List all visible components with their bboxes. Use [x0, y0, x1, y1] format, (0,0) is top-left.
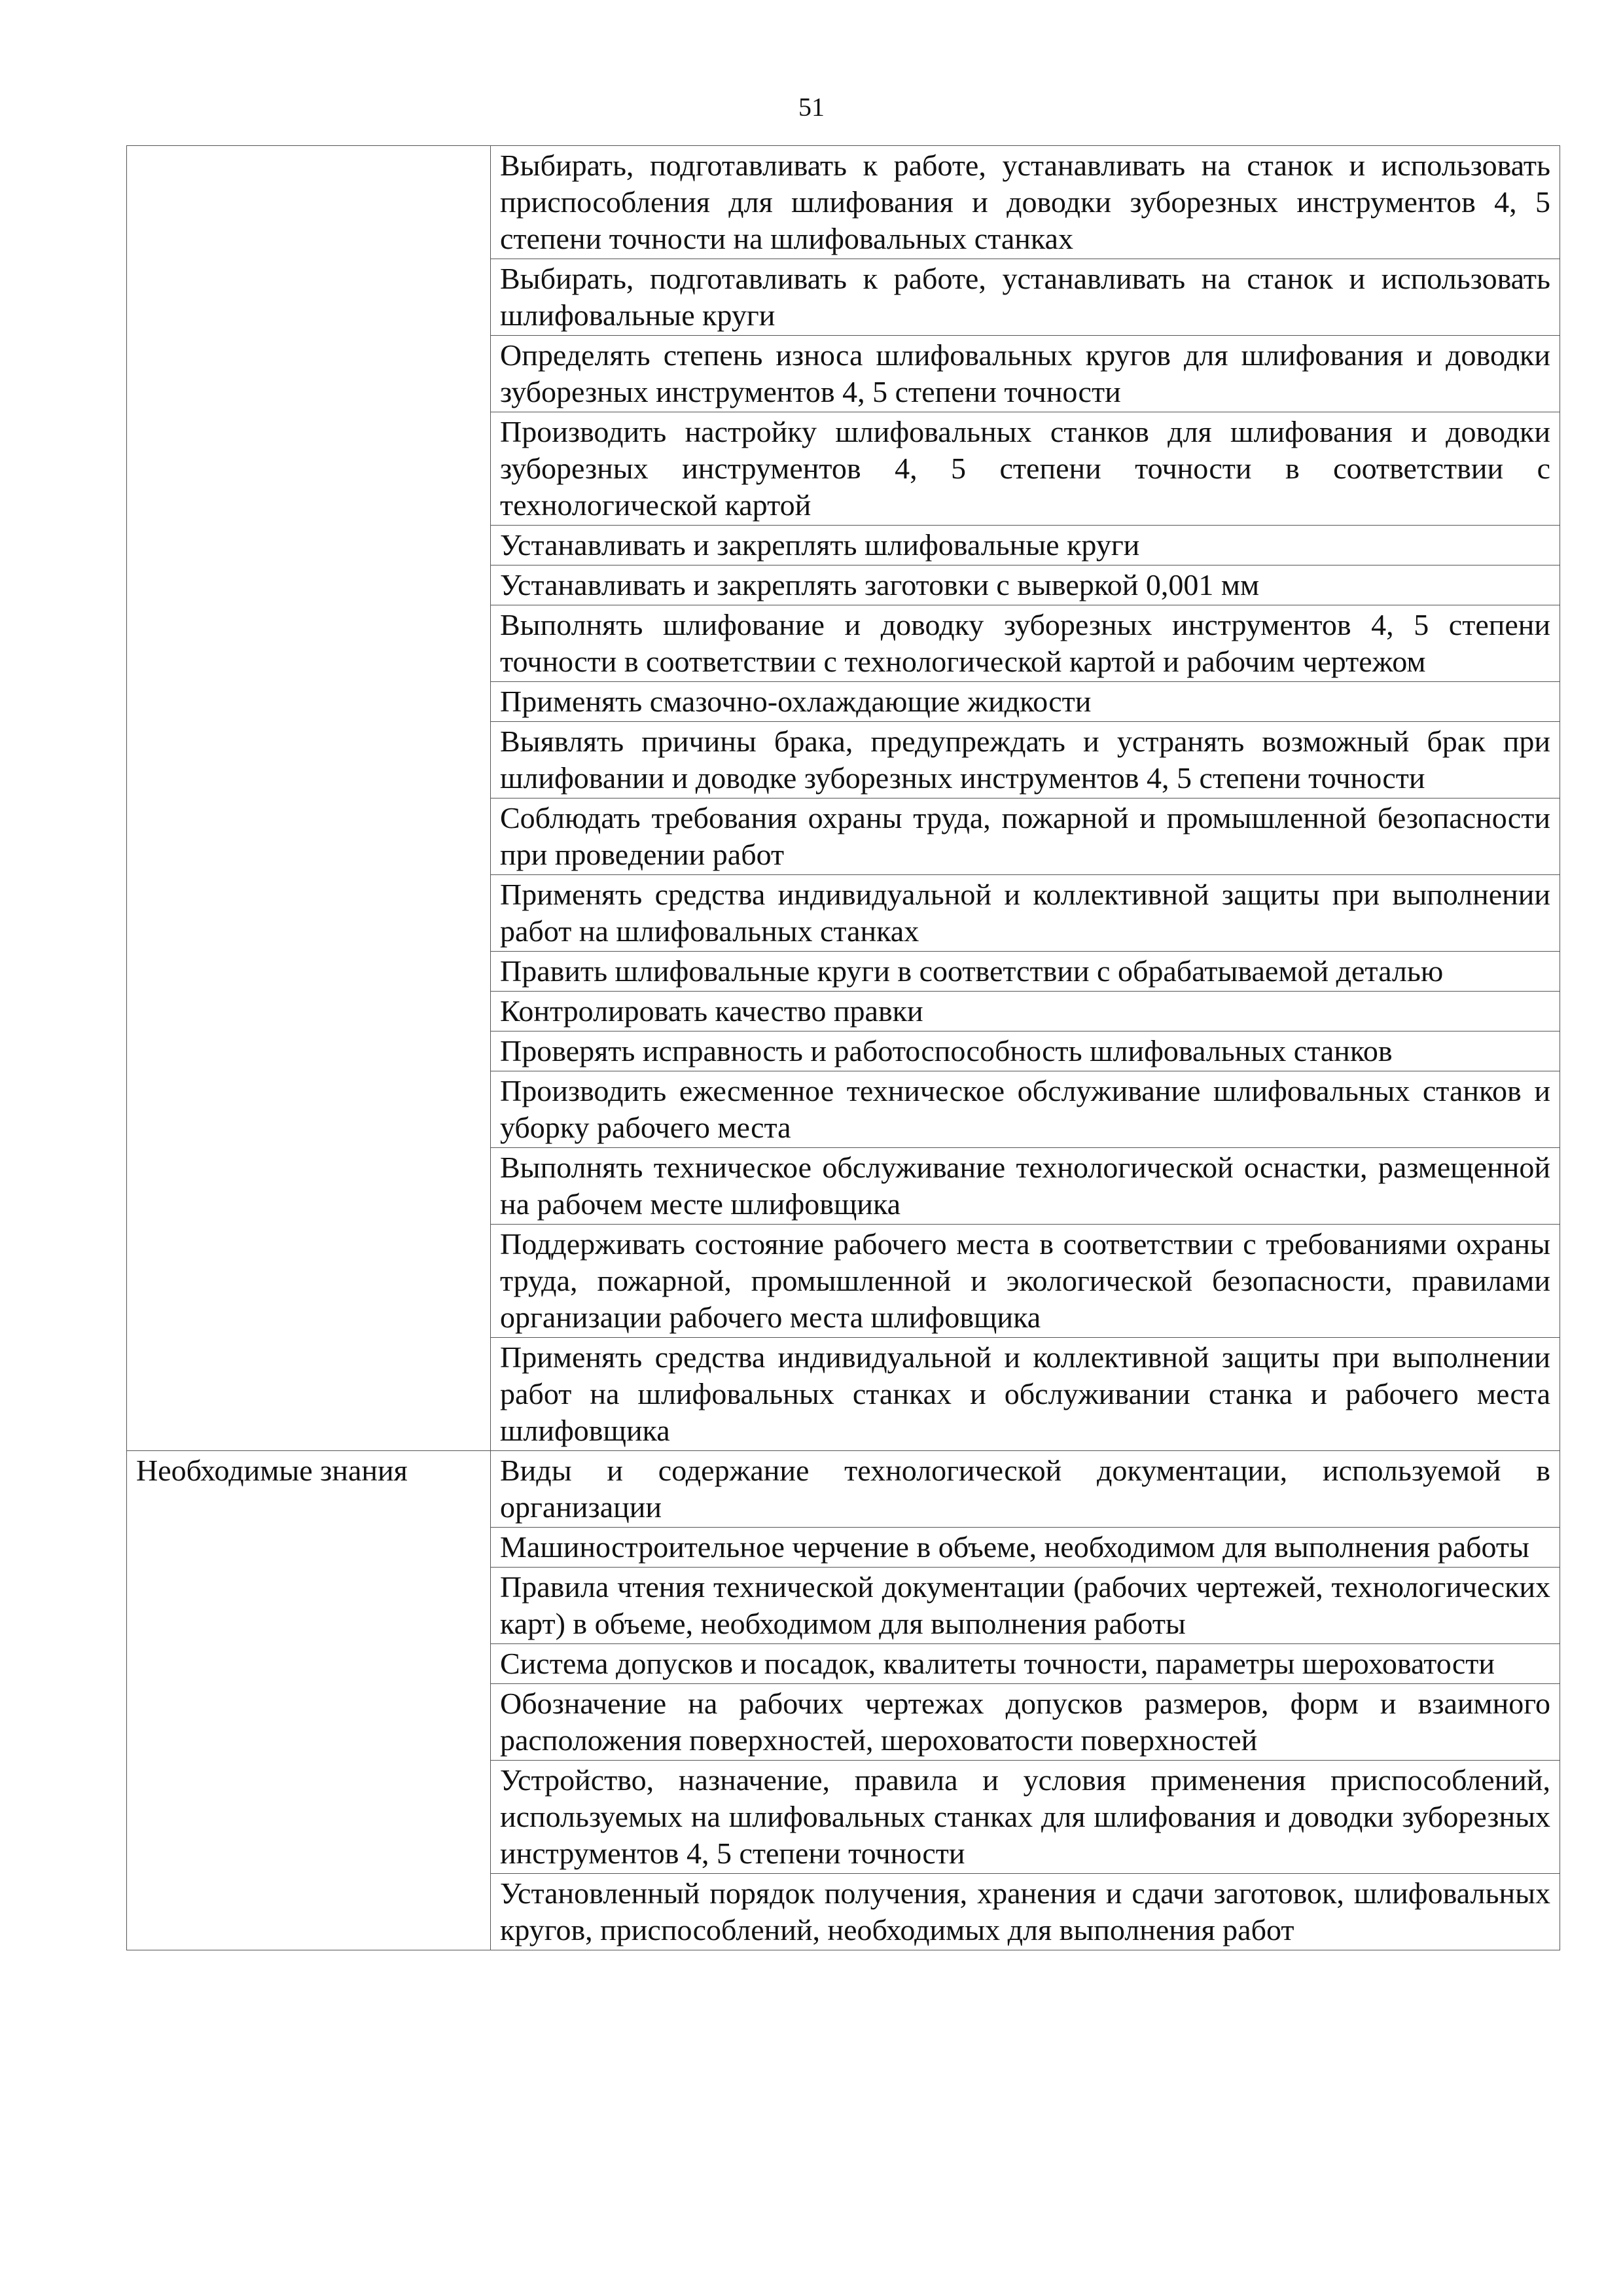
page-number: 51: [798, 92, 825, 122]
skill-item: Поддерживать состояние рабочего места в соответствии с требованиями охраны труда, пожарной, промышленной и экологической безопасности, правилами организации рабочего места шлифовщика: [491, 1225, 1560, 1338]
skill-item: Определять степень износа шлифовальных кругов для шлифования и доводки зуборезных инструментов 4, 5 степени точности: [491, 336, 1560, 412]
skill-item: Выполнять техническое обслуживание технологической оснастки, размещенной на рабочем месте шлифовщика: [491, 1148, 1560, 1225]
skill-item: Соблюдать требования охраны труда, пожарной и промышленной безопасности при проведении работ: [491, 798, 1560, 875]
skill-item: Применять средства индивидуальной и коллективной защиты при выполнении работ на шлифовальных станках: [491, 875, 1560, 952]
knowledge-item: Установленный порядок получения, хранения и сдачи заготовок, шлифовальных кругов, приспособлений, необходимых для выполнения работ: [491, 1874, 1560, 1950]
skills-label-cell: [127, 146, 491, 1451]
skill-item: Устанавливать и закреплять заготовки с выверкой 0,001 мм: [491, 565, 1560, 605]
knowledge-item: Устройство, назначение, правила и условия применения приспособлений, используемых на шлифовальных станках для шлифования и доводки зуборезных инструментов 4, 5 степени точности: [491, 1761, 1560, 1874]
skill-item: Применять смазочно-охлаждающие жидкости: [491, 682, 1560, 722]
skill-item: Выбирать, подготавливать к работе, устанавливать на станок и использовать приспособления для шлифования и доводки зуборезных инструментов 4, 5 степени точности на шлифовальных станках: [491, 146, 1560, 259]
knowledge-item: Обозначение на рабочих чертежах допусков размеров, форм и взаимного расположения поверхностей, шероховатости поверхностей: [491, 1684, 1560, 1761]
skill-item: Производить настройку шлифовальных станков для шлифования и доводки зуборезных инструментов 4, 5 степени точности в соответствии с технологической картой: [491, 412, 1560, 526]
skill-item: Применять средства индивидуальной и коллективной защиты при выполнении работ на шлифовальных станках и обслуживании станка и рабочего места шлифовщика: [491, 1338, 1560, 1451]
skill-item: Выявлять причины брака, предупреждать и устранять возможный брак при шлифовании и доводке зуборезных инструментов 4, 5 степени точности: [491, 722, 1560, 798]
knowledge-label: Необходимые знания: [127, 1451, 491, 1950]
skill-item: Проверять исправность и работоспособность шлифовальных станков: [491, 1031, 1560, 1071]
skill-item: Править шлифовальные круги в соответствии с обрабатываемой деталью: [491, 952, 1560, 992]
knowledge-item: Машиностроительное черчение в объеме, необходимом для выполнения работы: [491, 1528, 1560, 1568]
skill-item: Устанавливать и закреплять шлифовальные круги: [491, 526, 1560, 565]
skill-item: Выбирать, подготавливать к работе, устанавливать на станок и использовать шлифовальные круги: [491, 259, 1560, 336]
knowledge-item: Виды и содержание технологической документации, используемой в организации: [491, 1451, 1560, 1528]
table-row: [127, 146, 1560, 259]
knowledge-item: Система допусков и посадок, квалитеты точности, параметры шероховатости: [491, 1644, 1560, 1684]
competency-table: [126, 145, 1560, 1950]
knowledge-item: Правила чтения технической документации (рабочих чертежей, технологических карт) в объеме, необходимом для выполнения работы: [491, 1568, 1560, 1644]
table-row: [127, 1451, 1560, 1528]
skill-item: Производить ежесменное техническое обслуживание шлифовальных станков и уборку рабочего места: [491, 1071, 1560, 1148]
skill-item: Контролировать качество правки: [491, 992, 1560, 1031]
skill-item: Выполнять шлифование и доводку зуборезных инструментов 4, 5 степени точности в соответствии с технологической картой и рабочим чертежом: [491, 605, 1560, 682]
